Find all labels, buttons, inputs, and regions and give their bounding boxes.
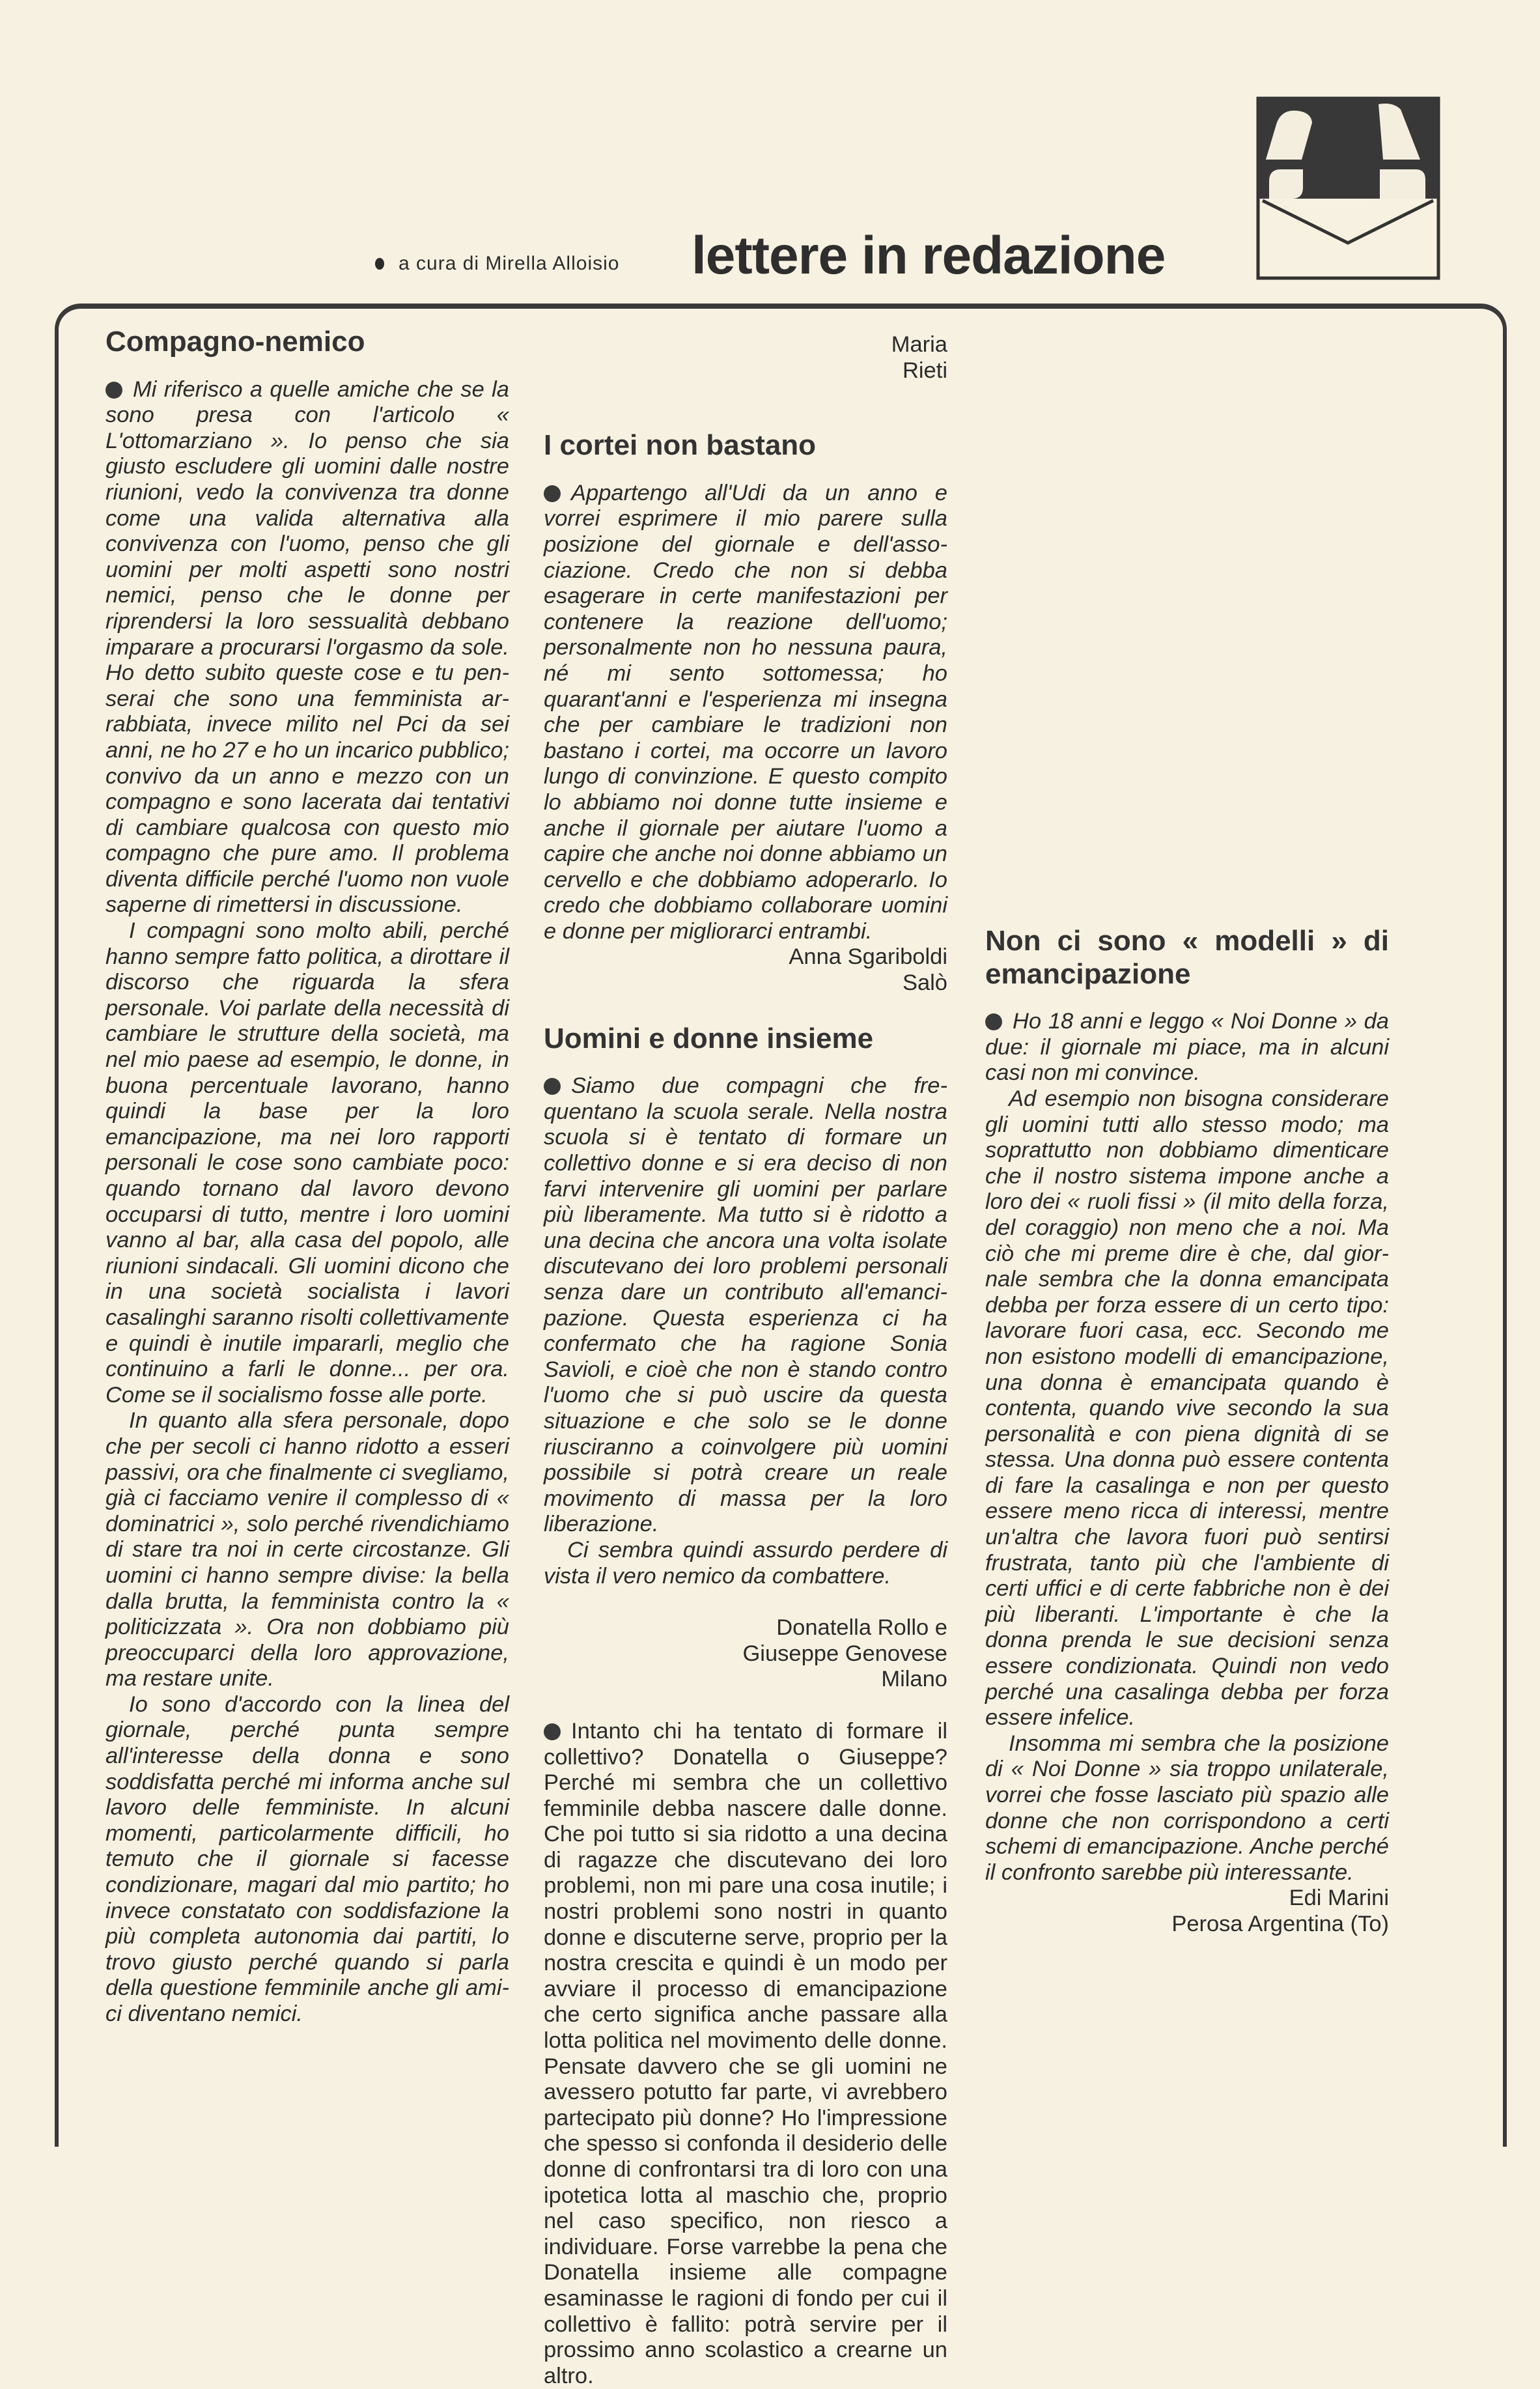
bullet-icon: [105, 382, 122, 399]
bullet-icon: [985, 1013, 1002, 1030]
signature-name: Giuseppe Genovese: [742, 1641, 947, 1666]
column-2: [544, 332, 947, 2389]
letter-title: Uomini e donne insieme: [544, 1022, 874, 1054]
bullet-icon: [544, 485, 561, 502]
signature-city: Salò: [902, 970, 947, 996]
letter-title: I cortei non bastano: [544, 429, 817, 462]
signature-name: Edi Marini: [1289, 1886, 1389, 1911]
letter-paragraph: Ad esempio non bisogna considerare gli uomini tutti allo stesso modo; ma soprattutto non dobbiamo dimenticare che il nostro sistema impone anche a loro dei « ruoli fissi » (il mito della forza, del coraggio) non meno che a noi. Ma ciò che mi preme dire è che, dal giornale sembra che la donna emancipata debba per forza essere di un certo tipo: lavorare fuori casa, ecc. Secondo me non esistono modelli di emancipazione, una donna è emancipata quando è contenta, quando vive secondo la sua personalità e con piena dignità di se stessa. Una donna può essere contenta di fare la casalinga e non per questo essere meno ricca di interessi, mentre un'altra che lavora fuori può sentirsi frustrata, tanto più che l'ambiente di certi uffici e di certe fabbriche non è dei più liberanti. L'importante è che la donna prenda le sue decisioni senza essere condizionata. Quindi non vedo perché una casalinga debba per forza essere infelice.: [985, 1086, 1389, 1731]
section-title: lettere in redazione: [692, 226, 1166, 285]
column-1: [105, 326, 509, 2028]
letter-title: Compagno-nemico: [105, 326, 365, 358]
curator-text: a cura di Mirella Alloisio: [399, 253, 620, 274]
letter-title: Non ci sono « modelli » di emancipazione: [985, 925, 1389, 990]
curator-credit: [375, 253, 619, 275]
signature-name: Donatella Rollo e: [776, 1615, 947, 1641]
column-3: [985, 925, 1389, 1938]
bullet-icon: [544, 1723, 561, 1740]
bullet-icon: [375, 258, 384, 270]
letter-paragraph: Insomma mi sembra che la posizione di « Noi Donne » sia troppo unilaterale, vorrei che fosse lasciato più spazio alle donne che non corrispondono a certi schemi di emancipazione. Anche perché il confronto sarebbe più interessante.: [985, 1731, 1389, 1885]
letter-paragraph: Siamo due compagni che frequentano la scuola serale. Nella nostra scuola si è tentato di formare un collettivo donne e si era deciso di non farvi intervenire gli uomini per parlare più liberamente. Ma tutto si è ridotto a una decina che ancora una volta isolate discutevano dei loro problemi personali senza dare un contributo all'emancipazione. Questa esperienza ci ha confermato che ha ragione Sonia Savioli, e cioè che non è stando contro l'uomo che si può uscire da questa situazione e che solo se le donne riusciranno a coinvolgere più uomini possibile si potrà creare un reale movimento di massa per la loro liberazione.: [544, 1073, 947, 1537]
letter-paragraph: Mi riferisco a quelle amiche che se la sono presa con l'articolo « L'ottomarziano ». Io penso che sia giusto escludere gli uomini dalle nostre riunioni, vedo la convivenza tra donne come una valida alternativa alla convivenza con l'uomo, penso che gli uomini per molti aspetti sono nostri nemici, penso che le donne per riprendersi la loro sessualità debbano imparare a procurarsi l'orgasmo da sole. Ho detto subito queste cose e tu penserai che sono una femminista arrabbiata, invece milito nel Pci da sei anni, ne ho 27 e ho un incarico pubblico; convivo da un anno e mezzo con un compagno e sono lacerata dai tentativi di cambiare qualcosa con questo mio compagno che pure amo. Il problema diventa difficile perché l'uomo non vuole saperne di rimettersi in discussione.: [105, 376, 509, 918]
letter-paragraph: I compagni sono molto abili, perché hanno sempre fatto politica, a dirottare il discorso che riguarda la sfera personale. Voi parlate della necessità di cambiare le strutture della società, ma nel mio paese ad esempio, le donne, in buona percentuale lavorano, hanno quindi la base per la loro emancipazione, ma nei loro rapporti personali le cose sono cambiate poco: quando tornano dal lavoro devono occuparsi di tutto, mentre i loro uomini vanno al bar, alla casa del popolo, alle riunioni sindacali. Gli uomini dicono che in una società socialista i lavori casalinghi saranno risolti collettivamente e quindi è inutile impararli, meglio che continuino a farli le donne... per ora. Come se il socialismo fosse alle porte.: [105, 918, 509, 1407]
signature-city: Perosa Argentina (To): [1171, 1911, 1389, 1936]
envelope-with-two-faces-icon: [1256, 96, 1440, 280]
letter-paragraph: In quanto alla sfera personale, dopo che per secoli ci hanno ridotto a esseri passivi, ora che finalmente ci svegliamo, già ci facciamo venire il complesso di « dominatrici », solo perché rivendichiamo di stare tra noi in certe circostanze. Gli uomini ci hanno sempre divise: la bella dalla brutta, la femminista contro la « politicizzata ». Ora non dobbiamo più preoccuparci della loro approvazione, ma restare unite.: [105, 1408, 509, 1691]
signature-city: Milano: [881, 1667, 947, 1692]
signature-city: Rieti: [902, 358, 947, 383]
letter-paragraph: Appartengo all'Udi da un anno e vorrei esprimere il mio parere sulla posizione del giornale e dell'associazione. Credo che non si debba esagerare in certe manifestazioni per contenere la reazione dell'uomo; personalmente non ho nessuna paura, né mi sento sottomessa; ho quarant'anni e l'esperienza mi insegna che per cambiare le tradizioni non bastano i cortei, ma occorre un lavoro lungo di convinzione. E questo compito lo abbiamo noi donne tutte insieme e anche il giornale per aiutare l'uomo a capire che anche noi donne abbiamo un cervello e che dobbiamo adoperarlo. Io credo che dobbiamo collaborare uomini e donne per migliorarci entrambi.: [544, 480, 947, 944]
letter-paragraph: Ci sembra quindi assurdo perdere di vista il vero nemico da combattere.: [544, 1537, 947, 1589]
letter-paragraph: Ho 18 anni e leggo « Noi Donne » da due: il giornale mi piace, ma in alcuni casi non mi convince.: [985, 1009, 1389, 1086]
signature-name: Anna Sgariboldi: [789, 944, 947, 970]
bullet-icon: [544, 1078, 561, 1095]
editor-reply: Intanto chi ha tentato di formare il collettivo? Donatella o Giuseppe? Perché mi sembra che un collettivo femminile debba nascere dalle donne. Che poi tutto si sia ridotto a una decina di ragazze che discutevano dei loro problemi, non mi pare una cosa inutile; i nostri problemi sono nostri in quanto donne e discuterne serve, proprio per la nostra crescita e quindi è un modo per avviare il processo di emancipazione che certo significa anche passare alla lotta politica nel movimento delle donne. Pensate davvero che se gli uomini ne avessero potutto far parte, vi avrebbero partecipato più donne? Ho l'impressione che spesso si confonda il desiderio delle donne di confrontarsi tra di loro con una ipotetica lotta al maschio che, proprio nel caso specifico, non riesco a individuare. Forse varrebbe la pena che Donatella insieme alle compagne esaminasse le ragioni di fondo per cui il collettivo è fallito: potrà servire per il prossimo anno scolastico a crearne un altro.: [544, 1718, 947, 2388]
letter-paragraph: Io sono d'accordo con la linea del giornale, perché punta sempre all'interesse della donna e sono soddisfatta perché mi informa anche sul lavoro delle femministe. In alcuni momenti, particolarmente difficili, ho temuto che il giornale si facesse condizionare, magari dal mio partito; ho invece constatato con soddisfazione la più completa autonomia dai partiti, lo trovo giusto perché quando si parla della questione femminile anche gli amici diventano nemici.: [105, 1691, 509, 2026]
signature-name: Maria: [891, 332, 947, 357]
